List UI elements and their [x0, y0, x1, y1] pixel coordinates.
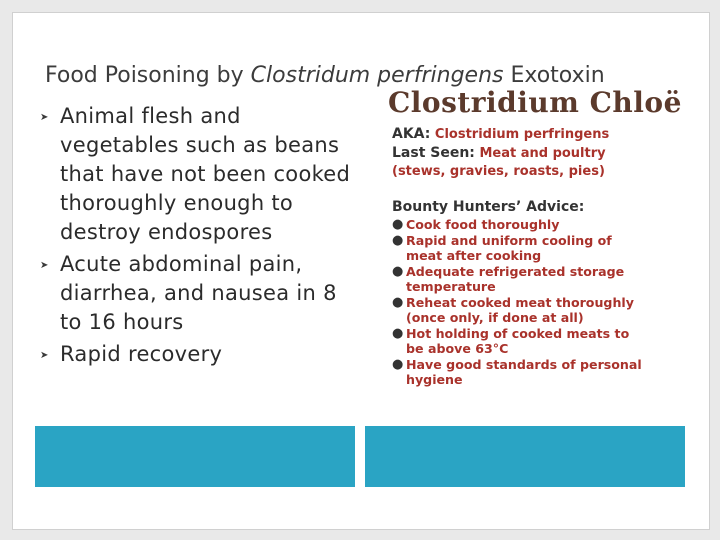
- advice-text: Adequate refrigerated storage temperature: [406, 263, 625, 294]
- advice-item: [392, 326, 650, 357]
- bullet-text: Animal flesh and vegetables such as beans that have not been cooked thoroughly enough to destroy endospores: [60, 104, 351, 244]
- footer-block-left: [35, 426, 355, 487]
- advice-item: [392, 233, 650, 264]
- title-italic: Clostridum perfringens: [250, 63, 504, 88]
- panel-title: Clostridium Chloë: [388, 86, 682, 119]
- slide-title: [45, 63, 605, 88]
- bullet-dot-icon: ●: [392, 217, 404, 232]
- advice-item: [392, 264, 650, 295]
- advice-item: [392, 217, 650, 233]
- bullet-item: [40, 102, 360, 247]
- arrow-bullet-icon: ➤: [40, 112, 49, 123]
- bullet-text: Rapid recovery: [60, 342, 223, 366]
- bullet-dot-icon: ●: [392, 325, 404, 341]
- aka-line: [392, 125, 650, 144]
- last-seen-label: Last Seen:: [392, 145, 475, 161]
- last-seen-detail-line: [392, 163, 650, 181]
- arrow-bullet-icon: ➤: [40, 260, 49, 271]
- bullet-dot-icon: ●: [392, 294, 404, 310]
- footer-block-right: [365, 426, 685, 487]
- bullet-item: [40, 250, 360, 337]
- advice-text: Rapid and uniform cooling of meat after cooking: [406, 232, 612, 263]
- arrow-bullet-icon: ➤: [40, 350, 49, 361]
- bullet-dot-icon: ●: [392, 232, 404, 248]
- advice-text: Have good standards of personal hygiene: [406, 356, 642, 387]
- bullet-list: [40, 102, 360, 372]
- advice-text: Cook food thoroughly: [406, 217, 560, 232]
- bullet-text: Acute abdominal pain, diarrhea, and nausea in 8 to 16 hours: [60, 252, 337, 334]
- bullet-dot-icon: ●: [392, 356, 404, 372]
- last-seen-value: Meat and poultry: [479, 146, 606, 161]
- aka-label: AKA:: [392, 126, 431, 142]
- advice-text: Reheat cooked meat thoroughly (once only, if done at all): [406, 294, 634, 325]
- wanted-poster-panel: [380, 86, 682, 388]
- title-suffix: Exotoxin: [503, 63, 605, 88]
- advice-list: [380, 217, 650, 388]
- bullet-dot-icon: ●: [392, 263, 404, 279]
- last-seen-detail: (stews, gravies, roasts, pies): [392, 164, 605, 179]
- advice-text: Hot holding of cooked meats to be above 63°C: [406, 325, 630, 356]
- advice-item: [392, 357, 650, 388]
- aka-value: Clostridium perfringens: [434, 127, 610, 142]
- advice-item: [392, 295, 650, 326]
- title-prefix: Food Poisoning by: [45, 63, 251, 88]
- bullet-item: [40, 340, 360, 369]
- advice-heading: Bounty Hunters’ Advice:: [392, 199, 585, 215]
- last-seen-line: [392, 144, 650, 163]
